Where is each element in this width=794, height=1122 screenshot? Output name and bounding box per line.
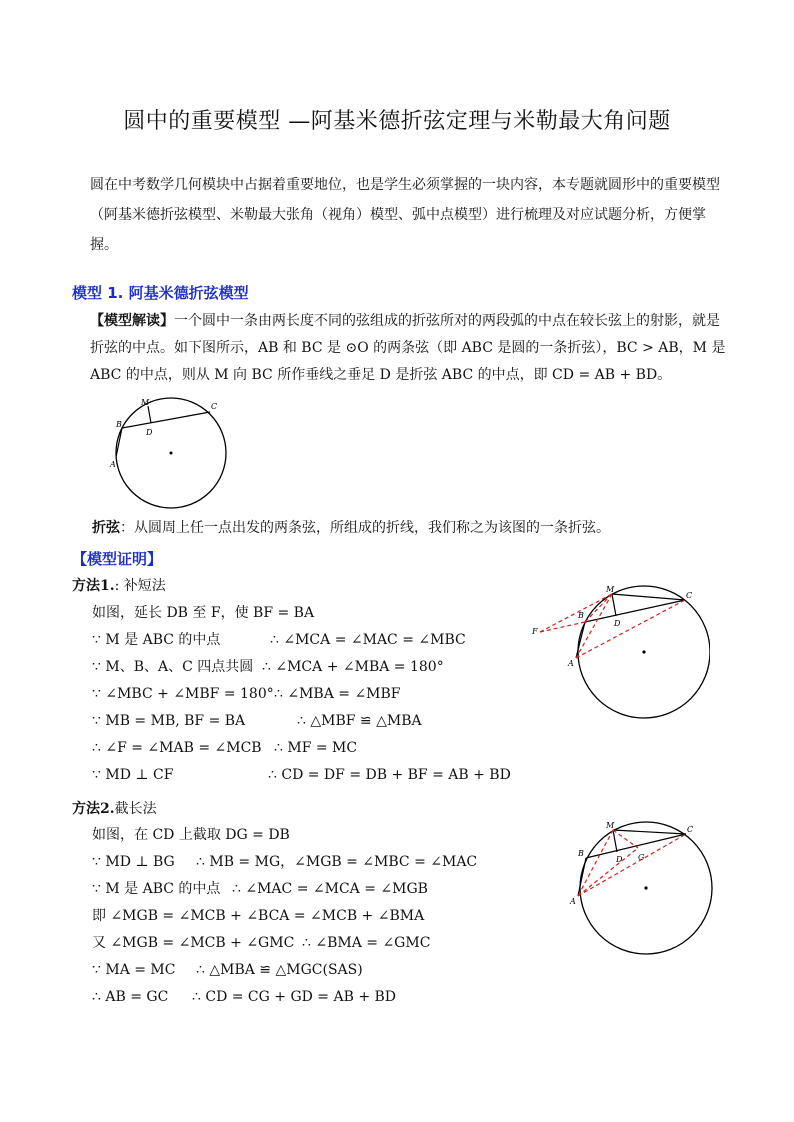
intro-paragraph: 圆在中考数学几何模块中占据着重要地位，也是学生必须掌握的一块内容，本专题就圆形中的重要模型（阿基米德折弦模型、米勒最大张角（视角）模型、弧中点模型）进行梳理及对应试题分析，方便掌握。 <box>90 177 720 253</box>
label-C: C <box>211 402 218 411</box>
page-title: 圆中的重要模型 —阿基米德折弦定理与米勒最大角问题 <box>123 109 671 134</box>
label-B: B <box>578 849 584 858</box>
label-F: F <box>532 627 538 636</box>
zhexian-text: ：从圆周上任一点出发的两条弦，所组成的折线，我们称之为该图的一条折弦。 <box>120 520 610 536</box>
label-D: D <box>146 428 153 437</box>
label-C: C <box>687 825 694 834</box>
zhexian-label: 折弦 <box>92 520 120 536</box>
label-C: C <box>686 591 693 600</box>
read-label: 【模型解读】 <box>90 313 174 329</box>
method2-subtitle: 截长法 <box>114 801 157 817</box>
label-A: A <box>568 659 574 668</box>
label-B: B <box>116 420 122 429</box>
label-D: D <box>616 855 623 864</box>
figure-method1 <box>530 580 710 730</box>
label-G: G <box>638 853 645 862</box>
method2-heading <box>72 798 157 818</box>
method1-subtitle: : 补短法 <box>114 578 166 594</box>
model1-reading <box>90 308 730 389</box>
label-B: B <box>578 611 584 620</box>
label-A: A <box>110 460 116 469</box>
label-M: M <box>141 398 150 407</box>
zhexian-definition <box>92 517 610 537</box>
method2-title: 方法2. <box>72 801 115 817</box>
method1-heading <box>72 575 166 595</box>
read-text: 一个圆中一条由两长度不同的弦组成的折弦所对的两段弧的中点在较长弦上的射影，就是折弦的中点。如下图所示，AB 和 BC 是 ⊙O 的两条弦（即 ABC 是圆的一条折弦），BC > AB，M 是 ABC 的中点，则从 M 向 BC 所作垂线之垂足 D 是折弦 ABC 的中点，即 CD = AB + BD。 <box>90 313 726 383</box>
label-M: M <box>606 821 615 830</box>
label-M: M <box>606 585 615 594</box>
method1-title: 方法1. <box>72 578 115 594</box>
proof-heading: 【模型证明】 <box>72 550 163 568</box>
label-A: A <box>570 897 576 906</box>
model1-heading: 模型 1. 阿基米德折弦模型 <box>72 284 249 302</box>
figure-chord-model <box>108 395 238 515</box>
label-D: D <box>614 619 621 628</box>
figure-method2 <box>566 820 726 960</box>
